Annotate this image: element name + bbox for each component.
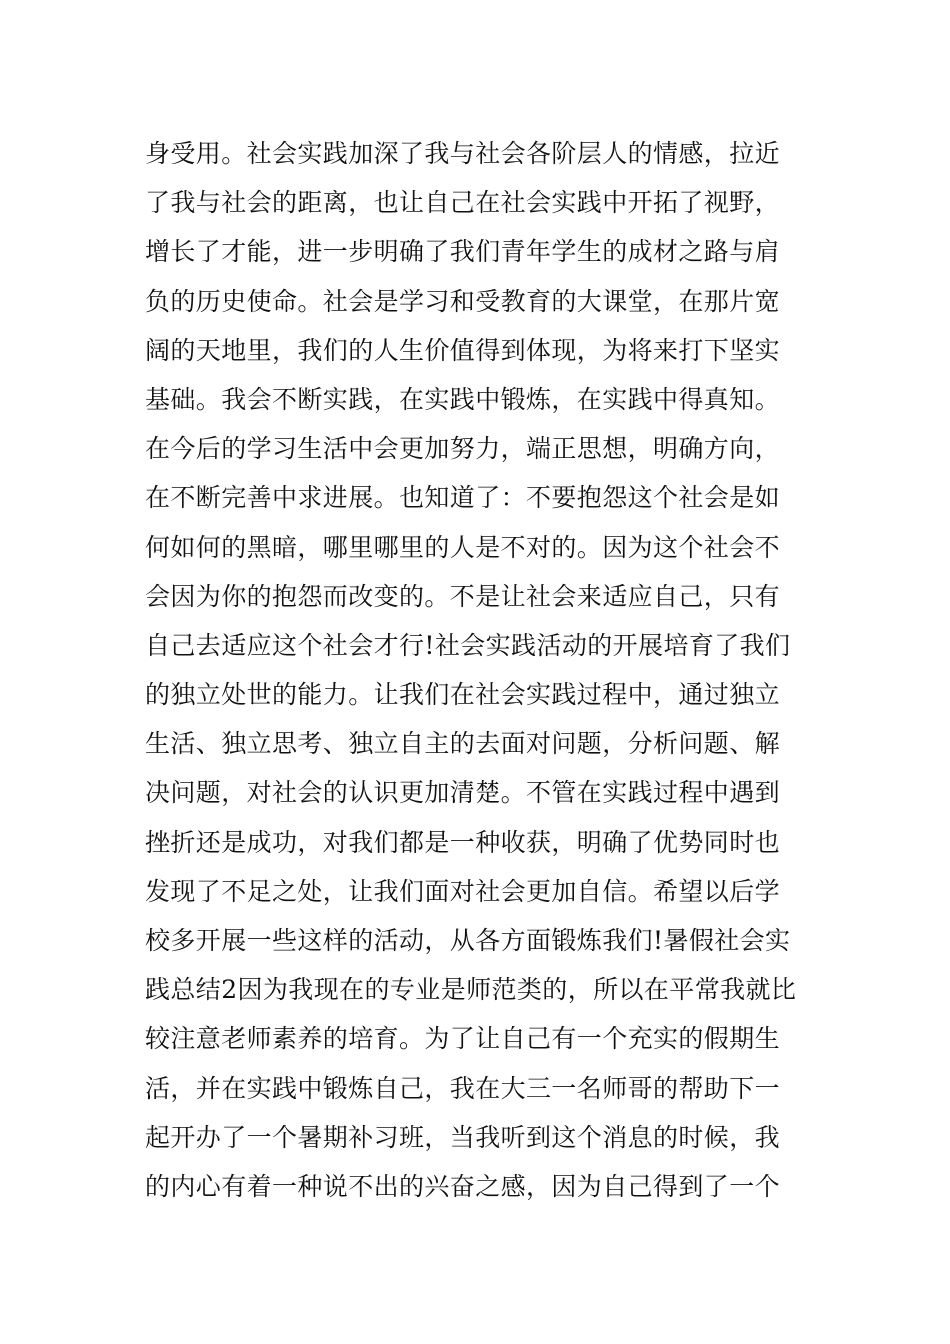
text-line-12: 的独立处世的能力。让我们在社会实践过程中，通过独立 (145, 680, 781, 710)
text-line-7: 在今后的学习生活中会更加努力，端正思想，明确方向， (145, 434, 781, 464)
text-line-5: 阔的天地里，我们的人生价值得到体现，为将来打下坚实 (145, 335, 781, 365)
text-line-9: 何如何的黑暗，哪里哪里的人是不对的。因为这个社会不 (145, 532, 781, 562)
text-line-14: 决问题，对社会的认识更加清楚。不管在实践过程中遇到 (145, 778, 781, 808)
text-line-20: 活，并在实践中锻炼自己，我在大三一名师哥的帮助下一 (145, 1073, 781, 1103)
text-line-16: 发现了不足之处，让我们面对社会更加自信。希望以后学 (145, 876, 781, 906)
text-line-22: 的内心有着一种说不出的兴奋之感，因为自己得到了一个 (145, 1171, 781, 1201)
text-line-3: 增长了才能，进一步明确了我们青年学生的成材之路与肩 (145, 237, 781, 267)
text-line-2: 了我与社会的距离，也让自己在社会实践中开拓了视野， (145, 188, 781, 218)
text-line-6: 基础。我会不断实践，在实践中锻炼，在实践中得真知。 (145, 384, 781, 414)
text-line-10: 会因为你的抱怨而改变的。不是让社会来适应自己，只有 (145, 581, 781, 611)
text-line-17: 校多开展一些这样的活动，从各方面锻炼我们!暑假社会实 (145, 926, 791, 955)
text-line-19: 较注意老师素养的培育。为了让自己有一个充实的假期生 (145, 1024, 781, 1054)
text-line-15: 挫折还是成功，对我们都是一种收获，明确了优势同时也 (145, 827, 781, 857)
text-line-21: 起开办了一个暑期补习班，当我听到这个消息的时候，我 (145, 1122, 781, 1152)
text-line-18: 践总结2因为我现在的专业是师范类的，所以在平常我就比 (145, 975, 797, 1005)
text-line-13: 生活、独立思考、独立自主的去面对问题，分析问题、解 (145, 729, 781, 759)
text-line-4: 负的历史使命。社会是学习和受教育的大课堂，在那片宽 (145, 286, 781, 316)
text-line-8: 在不断完善中求进展。也知道了：不要抱怨这个社会是如 (145, 483, 781, 513)
text-line-11: 自己去适应这个社会才行!社会实践活动的开展培育了我们 (145, 630, 791, 660)
text-line-1: 身受用。社会实践加深了我与社会各阶层人的情感，拉近 (145, 139, 781, 168)
body-text (145, 129, 815, 1211)
